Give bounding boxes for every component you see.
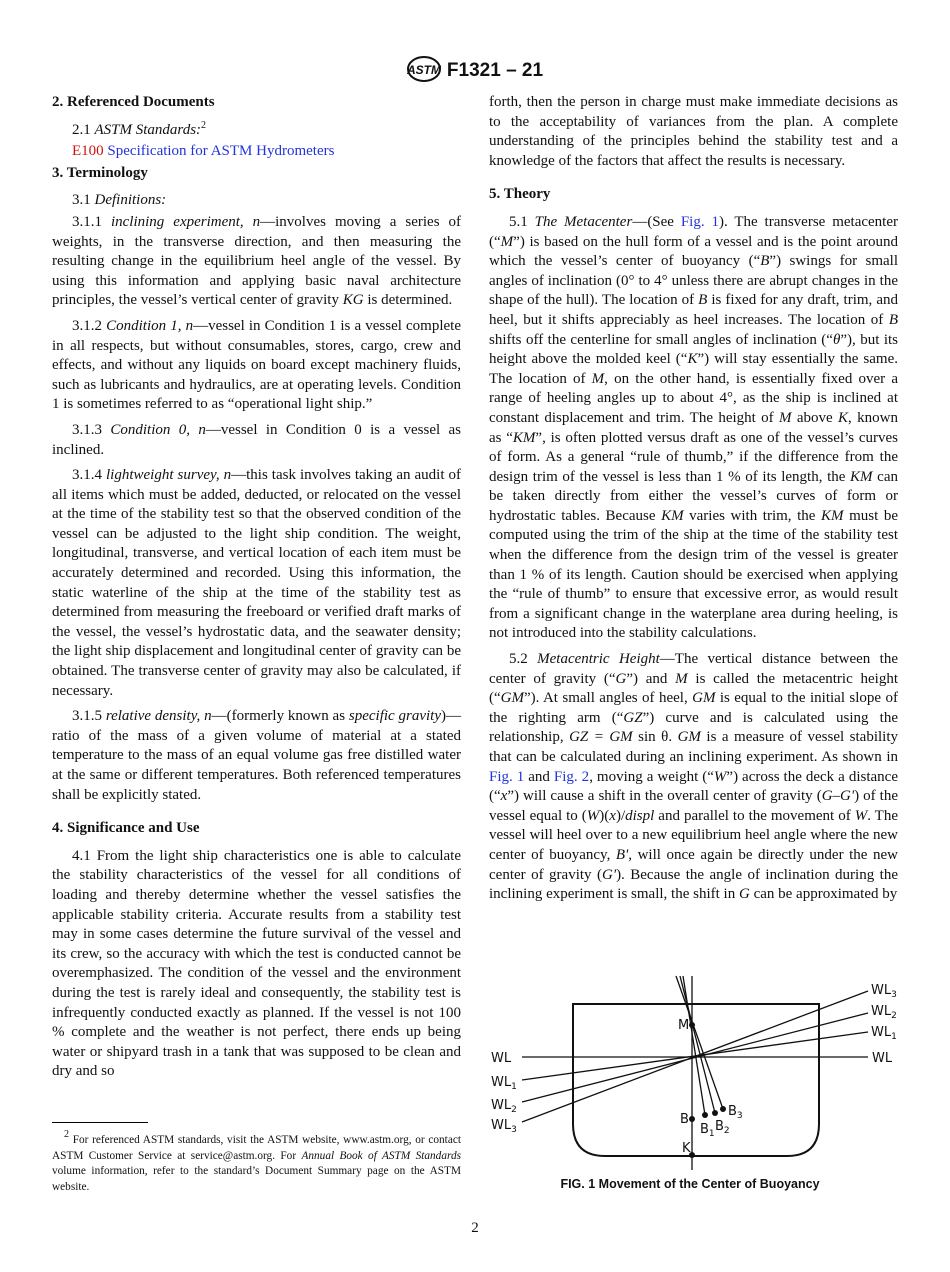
italic-text: Condition 0, n — [110, 421, 206, 438]
italic-text: G' — [602, 866, 617, 883]
text-segment: ”) and — [626, 670, 676, 687]
text-segment: ”) across the deck a distance (“ — [489, 768, 898, 805]
text-segment: )/ — [615, 807, 626, 824]
italic-text: B — [888, 311, 898, 328]
text-segment: 3.1.3 — [72, 421, 111, 438]
section-heading: 5. Theory — [489, 186, 551, 203]
text-segment: —vessel in Condition 0 is a vessel as inclined. — [52, 421, 461, 458]
text-segment: ”) curve and is calculated using the relationship, — [489, 709, 899, 746]
italic-text: B — [698, 292, 708, 309]
figure-caption: FIG. 1 Movement of the Center of Buoyancy — [560, 1177, 820, 1191]
italic-text: specific gravity — [348, 708, 441, 725]
label-m: M — [678, 1018, 690, 1033]
italic-text: K — [838, 409, 849, 426]
text-segment: , moving a weight (“ — [589, 768, 714, 785]
text-segment: , on the other hand, is essentially fixed over a range of heeling angles up to about 4°, as the ship is inclined at constant displacement and trim. The height of — [489, 370, 898, 426]
cross-reference-link[interactable]: Fig. 2 — [553, 768, 590, 785]
text-segment: 3.1.4 — [72, 467, 107, 484]
italic-text: GZ — [623, 709, 643, 726]
text-segment: 2.1 — [72, 121, 95, 138]
italic-text: lightweight survey, n — [106, 467, 232, 484]
italic-text: x — [500, 788, 508, 805]
italic-text: Metacentric Height — [537, 651, 660, 668]
buoyancy-line-1 — [683, 976, 705, 1115]
text-segment: ). The transverse metacenter (“ — [489, 213, 898, 250]
footnote-text: For referenced ASTM standards, visit the ASTM website, www.astm.org, or contact ASTM Customer Service at service@astm.org. For — [52, 1134, 461, 1162]
text-segment: can be taken directly from either the vessel’s curves of form or hydrostatic tables. Because — [489, 468, 898, 524]
text-segment: 5.2 — [509, 651, 538, 668]
section-heading: 3. Terminology — [52, 164, 148, 181]
label-wl1-left: $WL_1$ — [491, 1075, 517, 1092]
text-segment: ”) will cause a shift in the overall center of gravity ( — [507, 788, 822, 805]
italic-text: ASTM Standards: — [94, 121, 202, 138]
text-segment: ”). At small angles of heel, — [523, 690, 693, 707]
text-segment: —this task involves taking an audit of all items which must be added, deducted, or relocated on the vessel at the time of the stability test so that the observed condition of the vessel can be adjusted to the light ship condition. The weight, longitudinal, transverse, and vertical location of each item must be accurately determined and recorded. Using this information, the static waterline of the ship at the time of the stability test as determined from measuring the freeboard or verified draft marks of the vessel, the vessel’s hydrostatic data, and the seawater density; the light ship displacement and longitudinal center of gravity can be obtained. The transverse center of gravity may also be calculated, if necessary. — [52, 467, 462, 699]
text-segment: 5.1 — [509, 213, 535, 230]
italic-text: θ — [832, 331, 841, 348]
footnote-marker: 2 — [64, 1129, 69, 1140]
italic-text: GM — [692, 690, 716, 707]
text-segment: can be approximated by — [749, 886, 898, 903]
astm-logo-icon — [407, 56, 441, 82]
italic-text: KM — [821, 507, 844, 524]
text-segment: ”), but its height above the molded keel (“ — [489, 331, 898, 368]
italic-text: W — [586, 807, 600, 824]
text-segment: is equal to the initial slope of the righting arm (“ — [489, 690, 898, 726]
text-segment: is called the metacentric height (“ — [489, 670, 898, 707]
paragraph — [489, 650, 898, 905]
paragraph — [52, 317, 461, 415]
label-wl-left: WL — [491, 1051, 512, 1066]
label-wl1-right: $WL_1$ — [871, 1025, 897, 1042]
italic-text: M — [779, 409, 792, 426]
text-segment: is determined. — [363, 292, 453, 309]
text-segment: )—ratio of the mass of a given volume of material at a stated temperature to the mass of an equal volume gas free distilled water at the same or different temperatures. Both referenced temperatures shall be explicitly stated. — [52, 708, 461, 803]
text-segment: and — [524, 768, 554, 785]
paragraph — [52, 213, 461, 311]
text-segment: ) of the vessel equal to ( — [489, 788, 898, 824]
right-column — [489, 93, 898, 911]
text-segment: ). Because the angle of inclination during the inclining experiment is small, the shift in — [489, 866, 898, 903]
text-segment: must be computed using the trim of the ship at the time of the stability test when the difference from the design trim of the vessel is greater than 1 % of its length. Caution should be exercised when applying the “rule of thumb” to ensure that excessive error, as would result from a significant change in the waterplane area during heeling, is not introduced into the stability calculations. — [489, 507, 898, 642]
label-b2: $B_2$ — [715, 1119, 730, 1136]
text-segment: —involves moving a series of weights, in the transverse direction, and then measuring the resulting change in the equilibrium heel angle of the vessel. By using this information and applying basic naval architecture principles, the vessel’s vertical center of gravity — [52, 213, 461, 309]
paragraph — [52, 466, 461, 701]
text-segment: 3.1.1 — [72, 213, 111, 230]
text-segment: ”, is often plotted versus draft as one of the vessel’s curves of form. As a general “rule of thumb,” if the difference from the design trim of the vessel is less than 1 % of its length, the — [489, 429, 898, 485]
designation: F1321 – 21 — [446, 60, 544, 81]
text-segment: 3.1.5 — [72, 708, 106, 725]
paragraph — [489, 213, 898, 644]
text-segment: —(See — [632, 213, 681, 230]
italic-text: G — [615, 670, 627, 687]
text-segment: 3.1.2 — [72, 317, 107, 334]
label-wl2-left: $WL_2$ — [491, 1098, 517, 1115]
section-heading: 2. Referenced Documents — [52, 94, 215, 110]
label-wl3-right: $WL_3$ — [871, 983, 897, 1000]
italic-text: Condition 1, n — [106, 317, 194, 334]
text-segment: , will once again be directly under the new center of gravity ( — [489, 846, 898, 883]
footnote-text-2: volume information, refer to the standard’s Document Summary page on the ASTM website. — [52, 1165, 461, 1193]
svg-text:ASTM: ASTM — [406, 63, 441, 77]
cross-reference-link[interactable]: Specification for ASTM Hydrometers — [103, 143, 335, 160]
italic-text: M — [500, 233, 514, 250]
left-column — [52, 93, 461, 1088]
footnote — [52, 1122, 461, 1195]
point-b — [689, 1116, 695, 1122]
italic-text: G — [738, 886, 750, 903]
text-segment: ”) will stay essentially the same. The location of — [489, 351, 898, 387]
italic-text: inclining experiment, n — [110, 213, 261, 230]
footnote-ref: 2 — [201, 119, 207, 131]
italic-text: KM — [850, 468, 873, 485]
label-wl3-left: $WL_3$ — [491, 1118, 517, 1135]
label-wl-right: WL — [872, 1051, 893, 1066]
page-number: 2 — [471, 1220, 479, 1236]
text-segment: —(formerly known as — [211, 708, 349, 725]
italic-text: GM — [500, 690, 524, 707]
italic-text: B — [760, 253, 770, 270]
paragraph — [52, 142, 461, 162]
label-b3: $B_3$ — [728, 1104, 743, 1121]
label-b1: $B_1$ — [700, 1122, 715, 1139]
label-k: K — [682, 1141, 691, 1156]
text-segment: and parallel to the movement of — [654, 807, 855, 824]
paragraph — [52, 707, 461, 805]
text-segment: shifts off the centerline for small angles of inclination (“ — [489, 331, 833, 348]
italic-text: K — [687, 351, 698, 368]
buoyancy-line-2 — [680, 976, 715, 1113]
point-m — [689, 1022, 695, 1028]
italic-text: G–G' — [821, 788, 855, 805]
italic-text: The Metacenter — [534, 213, 633, 230]
point-b2 — [712, 1110, 718, 1116]
label-b: B — [680, 1112, 689, 1127]
italic-text: x — [609, 807, 616, 824]
text-segment: is fixed for any draft, trim, and heel, but it shifts appreciably as heel increases. The location of — [489, 292, 898, 328]
standard-link[interactable]: E100 — [72, 143, 104, 160]
text-segment: ”) is based on the hull form of a vessel and is the point around which the vessel’s center of buoyancy (“ — [489, 233, 898, 270]
buoyancy-line-3 — [676, 976, 723, 1109]
text-segment: above — [791, 409, 839, 426]
footnote-italic: Annual Book of ASTM Standards — [301, 1149, 462, 1162]
paragraph — [489, 93, 898, 171]
point-b1 — [702, 1112, 708, 1118]
text-segment: —The vertical distance between the center of gravity (“ — [489, 651, 899, 687]
italic-text: GZ = GM — [569, 729, 633, 746]
text-segment: ”) swings for small angles of inclination (0° to 4° unless there are abrupt changes in the shape of the hull). The location of — [489, 253, 898, 309]
italic-text: KM — [512, 429, 536, 446]
figure-1-diagram — [480, 960, 900, 1175]
italic-text: KG — [342, 292, 364, 309]
text-segment: 3.1 — [72, 192, 95, 209]
cross-reference-link[interactable]: Fig. 1 — [680, 213, 719, 230]
cross-reference-link[interactable]: Fig. 1 — [489, 768, 525, 785]
italic-text: W — [713, 768, 727, 785]
italic-text: M — [591, 370, 605, 387]
italic-text: GM — [677, 729, 701, 746]
paragraph — [52, 847, 461, 1082]
italic-text: KM — [661, 507, 684, 524]
italic-text: Definitions: — [94, 192, 167, 209]
page-header — [0, 56, 950, 82]
text-segment: . The vessel will heel over to a new equilibrium heel angle where the new center of buoyancy, — [489, 807, 898, 863]
paragraph — [52, 191, 461, 211]
text-segment: , known as “ — [489, 409, 898, 446]
text-segment: —vessel in Condition 1 is a vessel complete in all respects, but without consumables, stores, cargo, crew and effects, and without any liquids on board except machinery fluids, such as lubricants and hydraulics, are at operating levels. Condition 1 is sometimes referred to as “operational light ship.” — [52, 317, 461, 413]
text-segment: is a measure of vessel stability that can be calculated during an inclining experiment. As shown in — [489, 729, 898, 765]
section-heading: 4. Significance and Use — [52, 820, 200, 837]
text-segment: sin θ. — [632, 729, 678, 746]
italic-text: displ — [625, 807, 655, 824]
paragraph — [52, 421, 461, 460]
italic-text: relative density, n — [105, 708, 212, 725]
footnote-rule — [52, 1122, 148, 1123]
italic-text: B' — [615, 846, 629, 863]
label-wl2-right: $WL_2$ — [871, 1004, 897, 1021]
text-segment: )( — [599, 807, 610, 824]
text-segment: forth, then the person in charge must make immediate decisions as to the acceptability of variances from the plan. A complete understanding of the principles behind the stability test and a knowledge of the factors that affect the results is necessary. — [489, 94, 898, 169]
italic-text: M — [675, 670, 688, 687]
italic-text: W — [854, 807, 868, 824]
text-segment: 4.1 From the light ship characteristics one is able to calculate the stability characteristics of the vessel for all conditions of loading and thereby determine whether the vessel satisfies the applicable stability criteria. Accurate results from a stability test may in some cases determine the future survival of the vessel and its crew, so the accuracy with which the test is conducted cannot be overemphasized. The condition of the vessel and the environment during the test is rarely ideal and consequently, the stability test is infrequently conducted exactly as planned. If the vessel is not 100 % complete and the weather is not perfect, there ends up being water or shipyard trash in a tank that was supposed to be clean and dry and so — [52, 847, 461, 1080]
text-segment: varies with trim, the — [683, 507, 821, 524]
paragraph — [52, 121, 461, 141]
point-b3 — [720, 1106, 726, 1112]
